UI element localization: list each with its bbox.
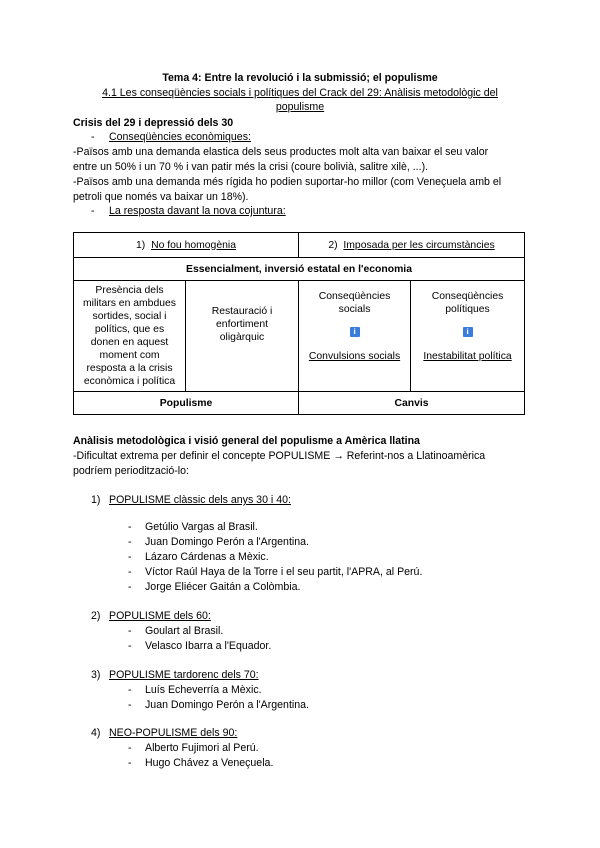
dash-marker: - — [128, 742, 132, 754]
list-item: Víctor Raúl Haya de la Torre i el seu partit, l'APRA, al Perú. — [145, 566, 423, 578]
dash-marker: - — [91, 205, 95, 217]
group-number: 4) — [91, 727, 101, 739]
list-item: Lázaro Cárdenas a Mèxic. — [145, 551, 269, 563]
cell-line: Presència dels — [95, 285, 164, 296]
cell-line: moment com — [99, 350, 160, 361]
dash-marker: - — [128, 521, 132, 533]
dash-marker: - — [128, 625, 132, 637]
section-heading-crisis: Crisis del 29 i depressió dels 30 — [73, 117, 234, 129]
dash-marker: - — [128, 566, 132, 578]
dash-marker: - — [91, 131, 95, 143]
dash-marker: - — [128, 640, 132, 652]
dash-marker: - — [128, 757, 132, 769]
paragraph-line: -Països amb una demanda elastica dels seus productes molt alta van baixar el seu valor — [73, 146, 489, 158]
response-table — [73, 232, 525, 415]
list-item: Alberto Fujimori al Perú. — [145, 742, 259, 754]
group-number: 2) — [91, 610, 101, 622]
dash-marker: - — [128, 699, 132, 711]
list-item: Juan Domingo Perón a l'Argentina. — [145, 699, 309, 711]
header-label-not-homogeneous: No fou homogènia — [151, 239, 236, 251]
cell-line: Conseqüències — [318, 291, 391, 302]
cell-line: econòmica i política — [83, 376, 176, 387]
subtitle-line-1: 4.1 Les conseqüències socials i polítiques del Crack del 29: Anàlisis metodològic del — [102, 87, 498, 99]
cell-line: Conseqüències — [431, 291, 504, 302]
bullet-economic-consequences: Conseqüències econòmiques: — [109, 131, 251, 143]
table-span-row: Essencialment, inversió estatal en l'economia — [74, 258, 525, 281]
cell-line: polítiques — [445, 304, 490, 315]
table-header-1 — [74, 233, 299, 258]
cell-oligarchic-restoration — [186, 281, 299, 392]
paragraph-line: -Països amb una demanda més rígida ho podien suportar-ho millor (com Veneçuela amb el — [73, 176, 502, 188]
cell-line: militars en ambdues — [83, 298, 176, 309]
group-title-60s: POPULISME dels 60: — [109, 610, 211, 622]
page-title: Tema 4: Entre la revolució i la submissió; el populisme — [162, 72, 438, 84]
dash-marker: - — [128, 551, 132, 563]
group-number: 1) — [91, 494, 101, 506]
dash-marker: - — [128, 684, 132, 696]
subtitle-line-2: populisme — [275, 101, 325, 113]
paragraph-line: -Dificultat extrema per definir el concepte POPULISME → Referint-nos a Llatinoamèrica — [73, 450, 486, 462]
header-label-imposed: Imposada per les circumstàncies — [343, 239, 495, 251]
table-header-2 — [299, 233, 525, 258]
cell-line: oligàrquic — [219, 332, 265, 343]
cell-line: enfortiment — [216, 319, 268, 330]
table-footer-populism: Populisme — [74, 392, 299, 415]
link-political-instability[interactable]: Inestabilitat política — [423, 351, 512, 362]
section-heading-analysis: Anàlisis metodològica i visió general del populisme a Amèrica llatina — [73, 435, 420, 447]
group-title-90s: NEO-POPULISME dels 90: — [109, 727, 238, 739]
paragraph-line: petroli que només va baixar un 18%). — [73, 191, 249, 203]
header-number: 1) — [136, 239, 146, 251]
cell-line: sortides, social i — [92, 311, 167, 322]
cell-military-presence — [74, 281, 186, 392]
info-icon[interactable]: i — [463, 327, 473, 337]
paragraph-line: entre un 50% i un 70 % i van patir més la crisi (coure bolivià, salitre xilè, ...). — [73, 161, 429, 173]
list-item: Goulart al Brasil. — [145, 625, 224, 637]
list-item: Getúlio Vargas al Brasil. — [145, 521, 258, 533]
paragraph-line: podríem periodització-lo: — [73, 465, 189, 477]
bullet-new-response: La resposta davant la nova cojuntura: — [109, 205, 286, 217]
list-item: Velasco Ibarra a l'Equador. — [145, 640, 272, 652]
cell-line: resposta a la crisis — [86, 363, 173, 374]
cell-line: donen en aquest — [90, 337, 169, 348]
dash-marker: - — [128, 581, 132, 593]
list-item: Jorge Eliécer Gaitán a Colòmbia. — [145, 581, 301, 593]
link-social-convulsions[interactable]: Convulsions socials — [308, 351, 401, 362]
table-footer-changes: Canvis — [299, 392, 525, 415]
cell-line: polítics, que es — [94, 324, 165, 335]
cell-line: socials — [338, 304, 371, 315]
info-icon[interactable]: i — [350, 327, 360, 337]
list-item: Luís Echeverría a Mèxic. — [145, 684, 262, 696]
group-title-classic: POPULISME clàssic dels anys 30 i 40: — [109, 494, 291, 506]
header-number: 2) — [328, 239, 338, 251]
group-number: 3) — [91, 669, 101, 681]
list-item: Hugo Chávez a Veneçuela. — [145, 757, 274, 769]
cell-line: Restauració i — [211, 306, 273, 317]
dash-marker: - — [128, 536, 132, 548]
list-item: Juan Domingo Perón a l'Argentina. — [145, 536, 309, 548]
cell-social-consequences — [299, 281, 411, 392]
cell-political-consequences — [411, 281, 525, 392]
group-title-70s: POPULISME tardorenc dels 70: — [109, 669, 259, 681]
